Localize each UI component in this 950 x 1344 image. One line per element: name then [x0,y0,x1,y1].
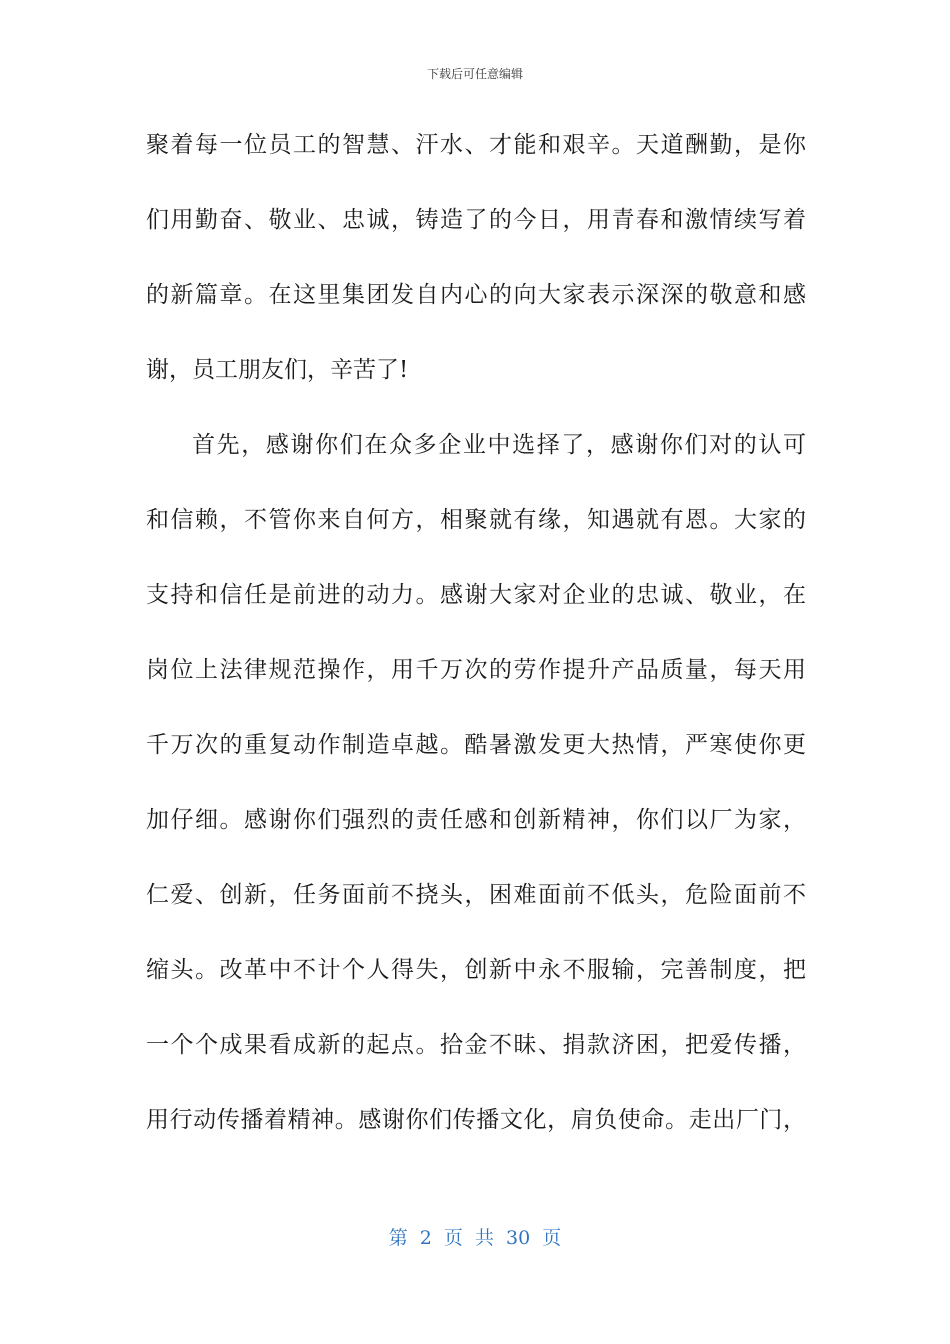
text-line: 们用勤奋、敬业、忠诚，铸造了的今日，用青春和激情续写着 [146,207,806,233]
text-line: 聚着每一位员工的智慧、汗水、才能和艰辛。天道酬勤，是你 [146,132,806,158]
text-line: 支持和信任是前进的动力。感谢大家对企业的忠诚、敬业，在 [146,582,806,608]
document-body [146,122,806,1172]
text-line: 和信赖，不管你来自何方，相聚就有缘，知遇就有恩。大家的 [146,507,806,533]
text-line: 岗位上法律规范操作，用千万次的劳作提升产品质量，每天用 [146,657,806,683]
page-number-footer: 第 2 页 共 30 页 [388,1227,562,1249]
text-line: 谢，员工朋友们，辛苦了! [146,357,409,383]
text-line: 一个个成果看成新的起点。拾金不昧、捐款济困，把爱传播， [146,1032,806,1058]
text-line: 仁爱、创新，任务面前不挠头，困难面前不低头，危险面前不 [146,882,806,908]
text-line: 加仔细。感谢你们强烈的责任感和创新精神，你们以厂为家， [146,807,806,833]
page-header: 下载后可任意编辑 [426,67,523,81]
text-line: 首先，感谢你们在众多企业中选择了，感谢你们对的认可 [192,432,806,458]
text-line: 缩头。改革中不计个人得失，创新中永不服输，完善制度，把 [146,957,806,983]
text-line: 用行动传播着精神。感谢你们传播文化，肩负使命。走出厂门， [146,1107,806,1133]
text-line: 的新篇章。在这里集团发自内心的向大家表示深深的敬意和感 [146,282,806,308]
text-line: 千万次的重复动作制造卓越。酷暑激发更大热情，严寒使你更 [146,732,806,758]
